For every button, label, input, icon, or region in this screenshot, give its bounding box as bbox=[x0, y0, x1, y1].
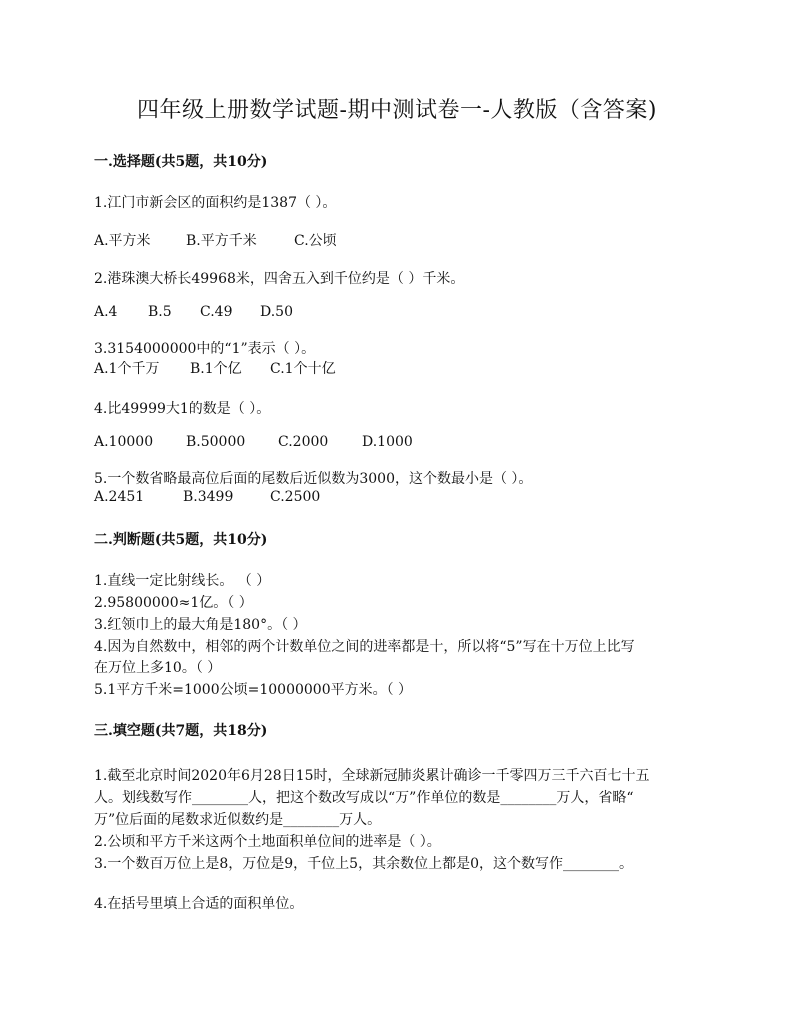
option-c: C.2500 bbox=[270, 489, 321, 505]
option-b: B.平方千米 bbox=[186, 233, 257, 249]
option-d: D.1000 bbox=[362, 434, 413, 450]
fill-line: 3.一个数百万位上是8，万位是9，千位上5，其余数位上都是0，这个数写作________。 bbox=[94, 856, 633, 872]
option-c: C.49 bbox=[200, 304, 233, 320]
judgement-line: 2.95800000≈1亿。（ ） bbox=[94, 595, 253, 611]
judgement-line: 在万位上多10。（ ） bbox=[94, 660, 222, 676]
option-d: D.50 bbox=[260, 304, 293, 320]
option-a: A.10000 bbox=[94, 434, 154, 450]
option-a: A.2451 bbox=[94, 489, 145, 505]
option-a: A.4 bbox=[94, 304, 118, 320]
option-c: C.公顷 bbox=[294, 233, 337, 249]
judgement-line: 1.直线一定比射线长。 （ ） bbox=[94, 573, 271, 589]
section-heading-judgement: 二.判断题(共5题，共10分) bbox=[94, 532, 268, 548]
judgement-line: 5.1平方千米=1000公顷=10000000平方米。（ ） bbox=[94, 682, 413, 698]
fill-line: 4.在括号里填上合适的面积单位。 bbox=[94, 896, 304, 912]
option-b: B.1个亿 bbox=[190, 361, 242, 377]
section-heading-choice: 一.选择题(共5题，共10分) bbox=[94, 154, 268, 170]
question-1: 1.江门市新会区的面积约是1387（ ）。 bbox=[94, 195, 337, 211]
fill-line: 2.公顷和平方千米这两个土地面积单位间的进率是（ ）。 bbox=[94, 834, 441, 850]
question-2: 2.港珠澳大桥长49968米，四舍五入到千位约是（ ）千米。 bbox=[94, 271, 465, 287]
question-5: 5.一个数省略最高位后面的尾数后近似数为3000，这个数最小是（ ）。 bbox=[94, 471, 533, 487]
fill-line: 人。划线数写作________人，把这个数改写成以“万”作单位的数是________万人，省略“ bbox=[94, 790, 634, 806]
option-b: B.5 bbox=[148, 304, 172, 320]
question-3: 3.3154000000中的“1”表示（ ）。 bbox=[94, 341, 316, 357]
fill-line: 万”位后面的尾数求近似数约是________万人。 bbox=[94, 812, 382, 828]
option-b: B.3499 bbox=[183, 489, 234, 505]
page-title: 四年级上册数学试题-期中测试卷一-人教版（含答案) bbox=[137, 98, 657, 123]
judgement-line: 4.因为自然数中，相邻的两个计数单位之间的进率都是十，所以将“5”写在十万位上比写 bbox=[94, 639, 635, 655]
section-heading-fill-blank: 三.填空题(共7题，共18分) bbox=[94, 723, 268, 739]
fill-line: 1.截至北京时间2020年6月28日15时，全球新冠肺炎累计确诊一千零四万三千六百七十五 bbox=[94, 768, 650, 784]
judgement-line: 3.红领巾上的最大角是180°。（ ） bbox=[94, 617, 307, 633]
option-c: C.1个十亿 bbox=[270, 361, 336, 377]
option-a: A.1个千万 bbox=[94, 361, 160, 377]
option-b: B.50000 bbox=[186, 434, 246, 450]
question-4: 4.比49999大1的数是（ ）。 bbox=[94, 401, 271, 417]
option-c: C.2000 bbox=[278, 434, 329, 450]
option-a: A.平方米 bbox=[94, 233, 151, 249]
